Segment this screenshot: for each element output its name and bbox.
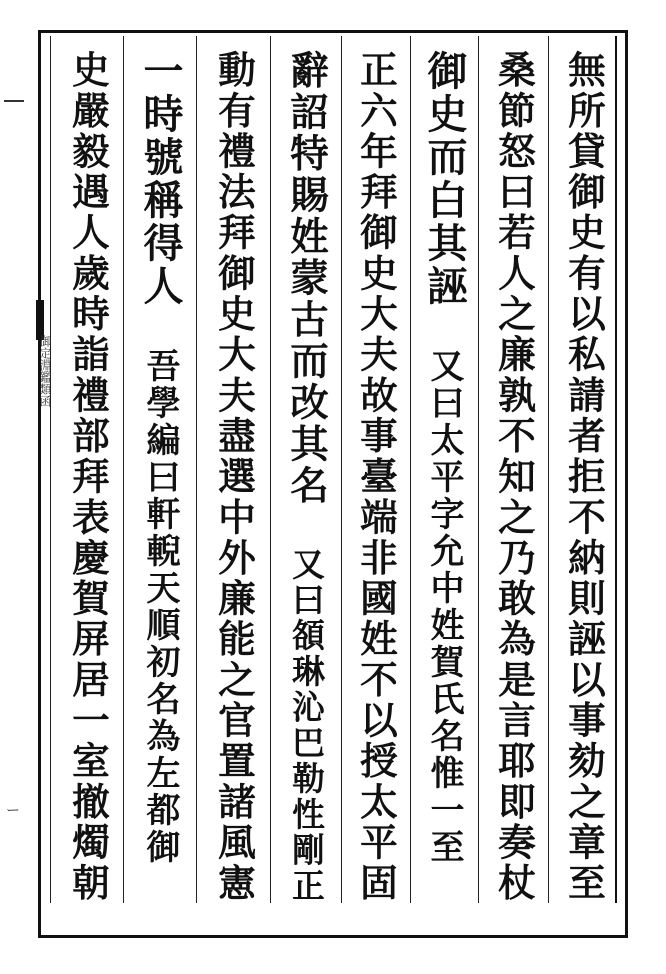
text-column-5 [276, 50, 336, 904]
column-text: 又曰太平字允中姓賀氏名惟一至 [424, 348, 464, 866]
text-column-1 [554, 50, 614, 904]
text-column-7 [130, 50, 190, 900]
column-text: 動有禮法拜御史大夫盡選中外廉能之官置諸風憲 [212, 50, 256, 904]
text-column-2 [484, 50, 544, 904]
column-rule [270, 36, 271, 903]
text-column-6 [204, 50, 264, 904]
column-text: 又曰頟琳沁巴勒性剛正 [287, 546, 326, 904]
column-rule [548, 36, 549, 903]
text-column-4 [346, 50, 406, 904]
column-text: 御史而白其誣 [421, 50, 468, 308]
margin-title: 御定淵鑑類函 [38, 335, 52, 407]
column-rule [478, 36, 479, 903]
column-rule [196, 36, 197, 903]
column-text: 吾學編曰軒輗天順初名為左都御 [140, 348, 180, 866]
column-rule [341, 36, 342, 903]
column-text: 史嚴毅遇人歲時詣禮部拜表慶賀屏居一室撤燭朝 [66, 50, 110, 904]
column-text: 辭詔特賜姓蒙古而改其名 [284, 50, 329, 507]
column-text: 無所貸御史有以私請者拒不納則誣以事劾之章至 [562, 50, 606, 904]
column-rule [410, 36, 411, 903]
text-column-3 [414, 50, 474, 900]
column-text: 正六年拜御史大夫故事臺端非國姓不以授太平固 [354, 50, 398, 904]
margin-mark: ー [6, 803, 20, 819]
text-column-8 [58, 50, 118, 904]
column-text: 一時號稱得人 [137, 50, 184, 308]
margin-rule [4, 100, 24, 102]
column-text: 桑節怒曰若人之廉孰不知之乃敢為是言耶即奏杖 [492, 50, 536, 904]
column-rule [123, 36, 124, 903]
